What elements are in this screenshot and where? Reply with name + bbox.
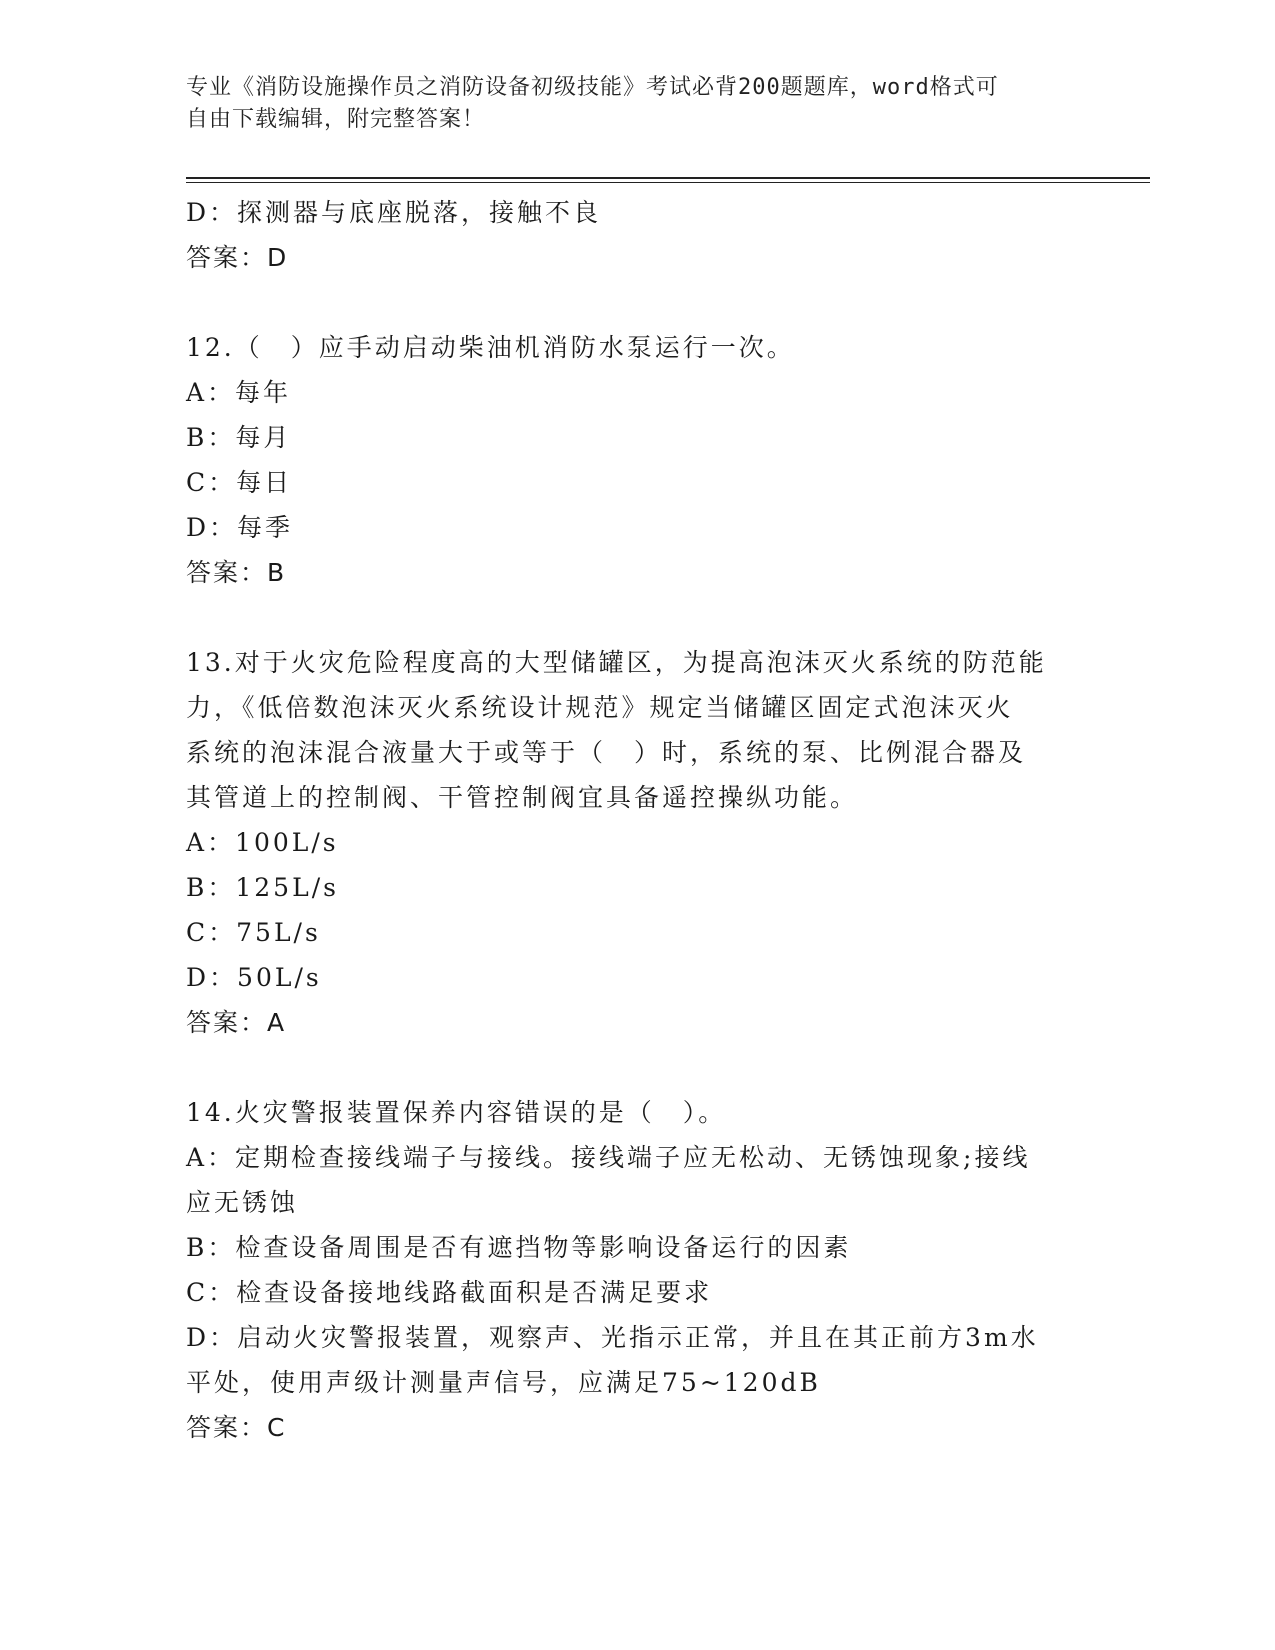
q14-option-b: B：检查设备周围是否有遮挡物等影响设备运行的因素 (186, 1233, 852, 1262)
q13-option-b: B：125L/s (186, 873, 339, 902)
q12-stem: 12.（ ）应手动启动柴油机消防水泵运行一次。 (186, 333, 795, 362)
q12-answer: 答案：B (186, 558, 287, 587)
header-rule-thin (186, 182, 1150, 183)
header-line-1: 专业《消防设施操作员之消防设备初级技能》考试必背200题题库，word格式可 (186, 75, 999, 100)
q12-option-a: A：每年 (186, 378, 292, 407)
q13-stem-line-2: 力，《低倍数泡沫灭火系统设计规范》规定当储罐区固定式泡沫灭火 (186, 693, 1014, 722)
spacer (186, 595, 1066, 640)
q14-option-d-line-2: 平处，使用声级计测量声信号，应满足75~120dB (186, 1368, 821, 1397)
document-header (186, 72, 1066, 136)
q13-option-a: A：100L/s (186, 828, 339, 857)
q11-answer: 答案：D (186, 243, 289, 272)
q13-stem-line-3: 系统的泡沫混合液量大于或等于（ ）时，系统的泵、比例混合器及 (186, 738, 1027, 767)
spacer (186, 280, 1066, 325)
question-12 (186, 325, 1066, 595)
q13-stem-line-1: 13.对于火灾危险程度高的大型储罐区，为提高泡沫灭火系统的防范能 (186, 648, 1047, 677)
question-13 (186, 640, 1066, 1045)
q14-stem: 14.火灾警报装置保养内容错误的是（ ）。 (186, 1098, 727, 1127)
q13-answer: 答案：A (186, 1008, 287, 1037)
question-14 (186, 1090, 1066, 1450)
q13-option-c: C：75L/s (186, 918, 321, 947)
q11-option-d: D：探测器与底座脱落，接触不良 (186, 198, 602, 227)
spacer (186, 1045, 1066, 1090)
q13-option-d: D：50L/s (186, 963, 322, 992)
q12-option-b: B：每月 (186, 423, 292, 452)
question-list (186, 190, 1066, 1450)
header-rule-thick (186, 177, 1150, 179)
question-11-tail (186, 190, 1066, 280)
q14-option-d-line-1: D：启动火灾警报装置，观察声、光指示正常，并且在其正前方3m水 (186, 1323, 1039, 1352)
q14-option-a-line-1: A：定期检查接线端子与接线。接线端子应无松动、无锈蚀现象;接线 (186, 1143, 1031, 1172)
q14-option-c: C：检查设备接地线路截面积是否满足要求 (186, 1278, 713, 1307)
header-line-2: 自由下载编辑，附完整答案！ (186, 107, 486, 132)
q12-option-c: C：每日 (186, 468, 293, 497)
q13-stem-line-4: 其管道上的控制阀、干管控制阀宜具备遥控操纵功能。 (186, 783, 859, 812)
q14-answer: 答案：C (186, 1413, 287, 1442)
q12-option-d: D：每季 (186, 513, 294, 542)
q14-option-a-line-2: 应无锈蚀 (186, 1188, 299, 1217)
